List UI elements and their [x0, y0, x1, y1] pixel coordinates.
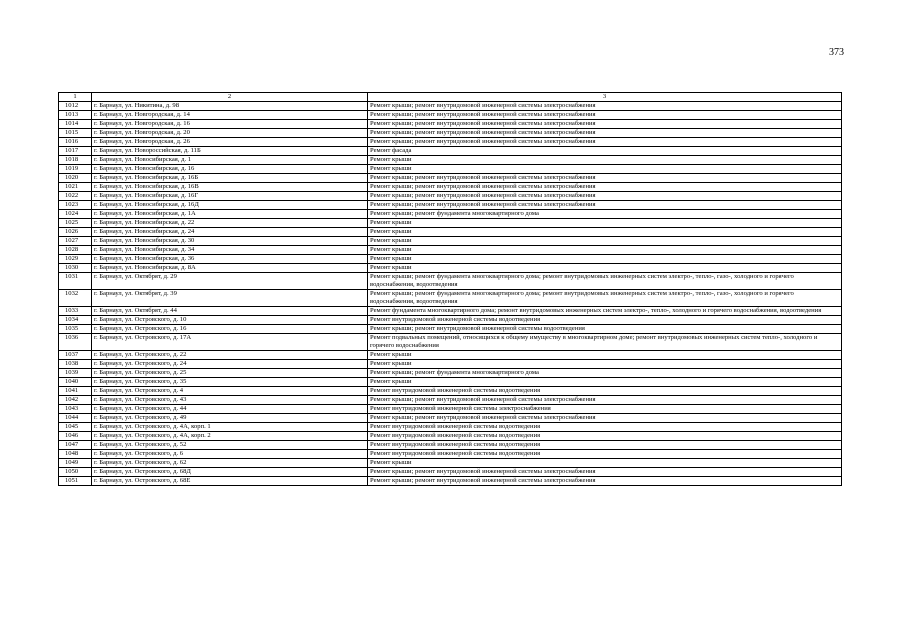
repair-works-cell: Ремонт крыши; ремонт внутридомовой инженерной системы электроснабжения — [368, 201, 842, 210]
header-cell-2: 2 — [92, 93, 368, 102]
address-cell: г. Барнаул, ул. Островского, д. 25 — [92, 369, 368, 378]
repair-works-cell: Ремонт крыши — [368, 360, 842, 369]
table-row — [59, 174, 842, 183]
row-number-cell: 1041 — [59, 387, 92, 396]
page-number: 373 — [829, 47, 844, 58]
repair-works-cell: Ремонт фасада — [368, 147, 842, 156]
table-row — [59, 307, 842, 316]
repair-works-cell: Ремонт крыши; ремонт внутридомовой инженерной системы электроснабжения — [368, 468, 842, 477]
table-row — [59, 423, 842, 432]
repair-works-cell: Ремонт внутридомовой инженерной системы водоотведения — [368, 316, 842, 325]
address-cell: г. Барнаул, ул. Островского, д. 6 — [92, 450, 368, 459]
row-number-cell: 1020 — [59, 174, 92, 183]
table-row — [59, 264, 842, 273]
repair-works-cell: Ремонт крыши — [368, 228, 842, 237]
row-number-cell: 1015 — [59, 129, 92, 138]
row-number-cell: 1030 — [59, 264, 92, 273]
repair-works-cell: Ремонт крыши; ремонт внутридомовой инженерной системы электроснабжения — [368, 102, 842, 111]
row-number-cell: 1039 — [59, 369, 92, 378]
address-cell: г. Барнаул, ул. Новосибирская, д. 36 — [92, 255, 368, 264]
address-cell: г. Барнаул, ул. Островского, д. 49 — [92, 414, 368, 423]
address-cell: г. Барнаул, ул. Островского, д. 17А — [92, 334, 368, 351]
table-row — [59, 477, 842, 486]
address-cell: г. Барнаул, ул. Островского, д. 10 — [92, 316, 368, 325]
row-number-cell: 1033 — [59, 307, 92, 316]
table-row — [59, 219, 842, 228]
table-row — [59, 396, 842, 405]
row-number-cell: 1045 — [59, 423, 92, 432]
table-row — [59, 360, 842, 369]
address-cell: г. Барнаул, ул. Островского, д. 62 — [92, 459, 368, 468]
address-cell: г. Барнаул, ул. Островского, д. 68Д — [92, 468, 368, 477]
table-row — [59, 210, 842, 219]
row-number-cell: 1016 — [59, 138, 92, 147]
repair-works-cell: Ремонт крыши; ремонт внутридомовой инженерной системы электроснабжения — [368, 396, 842, 405]
repair-works-cell: Ремонт крыши — [368, 219, 842, 228]
repair-works-cell: Ремонт крыши; ремонт фундамента многоквартирного дома — [368, 210, 842, 219]
address-cell: г. Барнаул, ул. Новгородская, д. 16 — [92, 120, 368, 129]
address-cell: г. Барнаул, ул. Островского, д. 52 — [92, 441, 368, 450]
repair-works-cell: Ремонт внутридомовой инженерной системы водоотведения — [368, 432, 842, 441]
address-cell: г. Барнаул, ул. Новосибирская, д. 30 — [92, 237, 368, 246]
address-cell: г. Барнаул, ул. Октябрят, д. 39 — [92, 290, 368, 307]
table-row — [59, 325, 842, 334]
repair-works-cell: Ремонт крыши; ремонт внутридомовой инженерной системы электроснабжения — [368, 174, 842, 183]
repair-works-cell: Ремонт крыши; ремонт фундамента многоквартирного дома — [368, 369, 842, 378]
table-row — [59, 273, 842, 290]
address-cell: г. Барнаул, ул. Новосибирская, д. 16В — [92, 183, 368, 192]
repair-works-cell: Ремонт крыши; ремонт внутридомовой инженерной системы электроснабжения — [368, 120, 842, 129]
row-number-cell: 1013 — [59, 111, 92, 120]
address-cell: г. Барнаул, ул. Островского, д. 35 — [92, 378, 368, 387]
row-number-cell: 1012 — [59, 102, 92, 111]
repair-works-cell: Ремонт внутридомовой инженерной системы водоотведения — [368, 387, 842, 396]
repair-works-cell: Ремонт внутридомовой инженерной системы электроснабжения — [368, 405, 842, 414]
repair-works-cell: Ремонт внутридомовой инженерной системы водоотведения — [368, 441, 842, 450]
repair-works-cell: Ремонт крыши; ремонт фундамента многоквартирного дома; ремонт внутридомовых инженерных систем электро-, тепло-, газо-, холодного и горячего водоснабжения, водоотведения — [368, 290, 842, 307]
table-row — [59, 165, 842, 174]
repair-works-cell: Ремонт крыши — [368, 351, 842, 360]
row-number-cell: 1040 — [59, 378, 92, 387]
address-cell: г. Барнаул, ул. Октябрят, д. 29 — [92, 273, 368, 290]
table-row — [59, 387, 842, 396]
repair-works-cell: Ремонт крыши; ремонт внутридомовой инженерной системы электроснабжения — [368, 414, 842, 423]
table-row — [59, 192, 842, 201]
row-number-cell: 1023 — [59, 201, 92, 210]
row-number-cell: 1028 — [59, 246, 92, 255]
address-cell: г. Барнаул, ул. Новосибирская, д. 16Г — [92, 192, 368, 201]
address-cell: г. Барнаул, ул. Островского, д. 43 — [92, 396, 368, 405]
row-number-cell: 1019 — [59, 165, 92, 174]
row-number-cell: 1017 — [59, 147, 92, 156]
table-row — [59, 441, 842, 450]
table-row — [59, 147, 842, 156]
row-number-cell: 1042 — [59, 396, 92, 405]
table-row — [59, 369, 842, 378]
repair-works-cell: Ремонт крыши; ремонт внутридомовой инженерной системы электроснабжения — [368, 138, 842, 147]
address-cell: г. Барнаул, ул. Островского, д. 4А, корп. 2 — [92, 432, 368, 441]
address-cell: г. Барнаул, ул. Новосибирская, д. 1А — [92, 210, 368, 219]
table-row — [59, 228, 842, 237]
address-cell: г. Барнаул, ул. Островского, д. 4А, корп. 1 — [92, 423, 368, 432]
table-row — [59, 201, 842, 210]
repair-works-cell: Ремонт крыши — [368, 264, 842, 273]
repair-works-cell: Ремонт крыши; ремонт внутридомовой инженерной системы электроснабжения — [368, 111, 842, 120]
row-number-cell: 1043 — [59, 405, 92, 414]
repair-works-cell: Ремонт крыши; ремонт внутридомовой инженерной системы электроснабжения — [368, 183, 842, 192]
repair-works-cell: Ремонт крыши — [368, 165, 842, 174]
row-number-cell: 1024 — [59, 210, 92, 219]
table-row — [59, 432, 842, 441]
repair-works-cell: Ремонт крыши — [368, 459, 842, 468]
row-number-cell: 1031 — [59, 273, 92, 290]
table-row — [59, 120, 842, 129]
row-number-cell: 1036 — [59, 334, 92, 351]
address-cell: г. Барнаул, ул. Островского, д. 44 — [92, 405, 368, 414]
row-number-cell: 1018 — [59, 156, 92, 165]
row-number-cell: 1035 — [59, 325, 92, 334]
address-cell: г. Барнаул, ул. Новосибирская, д. 16Б — [92, 174, 368, 183]
address-cell: г. Барнаул, ул. Октябрят, д. 44 — [92, 307, 368, 316]
repair-works-cell: Ремонт внутридомовой инженерной системы водоотведения — [368, 450, 842, 459]
row-number-cell: 1029 — [59, 255, 92, 264]
address-cell: г. Барнаул, ул. Новосибирская, д. 16 — [92, 165, 368, 174]
table-header-row — [59, 93, 842, 102]
registry-table — [58, 92, 842, 486]
row-number-cell: 1025 — [59, 219, 92, 228]
repair-works-cell: Ремонт крыши — [368, 156, 842, 165]
address-cell: г. Барнаул, ул. Островского, д. 24 — [92, 360, 368, 369]
repair-works-cell: Ремонт внутридомовой инженерной системы водоотведения — [368, 423, 842, 432]
table-row — [59, 378, 842, 387]
address-cell: г. Барнаул, ул. Новосибирская, д. 16Д — [92, 201, 368, 210]
row-number-cell: 1026 — [59, 228, 92, 237]
address-cell: г. Барнаул, ул. Новосибирская, д. 8А — [92, 264, 368, 273]
table-row — [59, 255, 842, 264]
repair-works-cell: Ремонт крыши; ремонт фундамента многоквартирного дома; ремонт внутридомовых инженерных систем электро-, тепло-, газо-, холодного и горячего водоснабжения, водоотведения — [368, 273, 842, 290]
row-number-cell: 1014 — [59, 120, 92, 129]
repair-works-cell: Ремонт подвальных помещений, относящихся к общему имуществу в многоквартирном доме; ремонт внутридомовых инженерных систем тепло-, холодного и горячего водоснабжения — [368, 334, 842, 351]
table-row — [59, 450, 842, 459]
table-row — [59, 138, 842, 147]
row-number-cell: 1034 — [59, 316, 92, 325]
address-cell: г. Барнаул, ул. Новосибирская, д. 1 — [92, 156, 368, 165]
table-row — [59, 111, 842, 120]
row-number-cell: 1038 — [59, 360, 92, 369]
repair-works-cell: Ремонт крыши — [368, 237, 842, 246]
repair-works-cell: Ремонт крыши; ремонт внутридомовой инженерной системы электроснабжения — [368, 192, 842, 201]
row-number-cell: 1050 — [59, 468, 92, 477]
table-row — [59, 468, 842, 477]
address-cell: г. Барнаул, ул. Новгородская, д. 20 — [92, 129, 368, 138]
registry-table-body — [59, 93, 842, 486]
table-row — [59, 129, 842, 138]
address-cell: г. Барнаул, ул. Новосибирская, д. 24 — [92, 228, 368, 237]
address-cell: г. Барнаул, ул. Островского, д. 68Е — [92, 477, 368, 486]
row-number-cell: 1049 — [59, 459, 92, 468]
header-cell-1: 1 — [59, 93, 92, 102]
row-number-cell: 1044 — [59, 414, 92, 423]
row-number-cell: 1032 — [59, 290, 92, 307]
repair-works-cell: Ремонт крыши — [368, 255, 842, 264]
repair-works-cell: Ремонт крыши; ремонт внутридомовой инженерной системы электроснабжения — [368, 477, 842, 486]
table-row — [59, 237, 842, 246]
address-cell: г. Барнаул, ул. Новгородская, д. 26 — [92, 138, 368, 147]
table-row — [59, 183, 842, 192]
repair-works-cell: Ремонт крыши; ремонт внутридомовой инженерной системы электроснабжения — [368, 129, 842, 138]
address-cell: г. Барнаул, ул. Новосибирская, д. 22 — [92, 219, 368, 228]
address-cell: г. Барнаул, ул. Новороссийская, д. 11Б — [92, 147, 368, 156]
table-row — [59, 459, 842, 468]
repair-works-cell: Ремонт фундамента многоквартирного дома; ремонт внутридомовых инженерных систем электро-, тепло-, холодного и горячего водоснабжения, водоотведения — [368, 307, 842, 316]
table-row — [59, 156, 842, 165]
table-row — [59, 246, 842, 255]
address-cell: г. Барнаул, ул. Островского, д. 16 — [92, 325, 368, 334]
row-number-cell: 1022 — [59, 192, 92, 201]
address-cell: г. Барнаул, ул. Никитина, д. 98 — [92, 102, 368, 111]
row-number-cell: 1037 — [59, 351, 92, 360]
table-row — [59, 334, 842, 351]
row-number-cell: 1027 — [59, 237, 92, 246]
table-row — [59, 290, 842, 307]
row-number-cell: 1047 — [59, 441, 92, 450]
table-row — [59, 351, 842, 360]
table-row — [59, 405, 842, 414]
table-row — [59, 316, 842, 325]
row-number-cell: 1051 — [59, 477, 92, 486]
address-cell: г. Барнаул, ул. Островского, д. 4 — [92, 387, 368, 396]
row-number-cell: 1048 — [59, 450, 92, 459]
header-cell-3: 3 — [368, 93, 842, 102]
row-number-cell: 1046 — [59, 432, 92, 441]
table-row — [59, 102, 842, 111]
repair-works-cell: Ремонт крыши — [368, 246, 842, 255]
address-cell: г. Барнаул, ул. Новосибирская, д. 34 — [92, 246, 368, 255]
table-row — [59, 414, 842, 423]
repair-works-cell: Ремонт крыши; ремонт внутридомовой инженерной системы водоотведения — [368, 325, 842, 334]
address-cell: г. Барнаул, ул. Новгородская, д. 14 — [92, 111, 368, 120]
row-number-cell: 1021 — [59, 183, 92, 192]
repair-works-cell: Ремонт крыши — [368, 378, 842, 387]
address-cell: г. Барнаул, ул. Островского, д. 22 — [92, 351, 368, 360]
